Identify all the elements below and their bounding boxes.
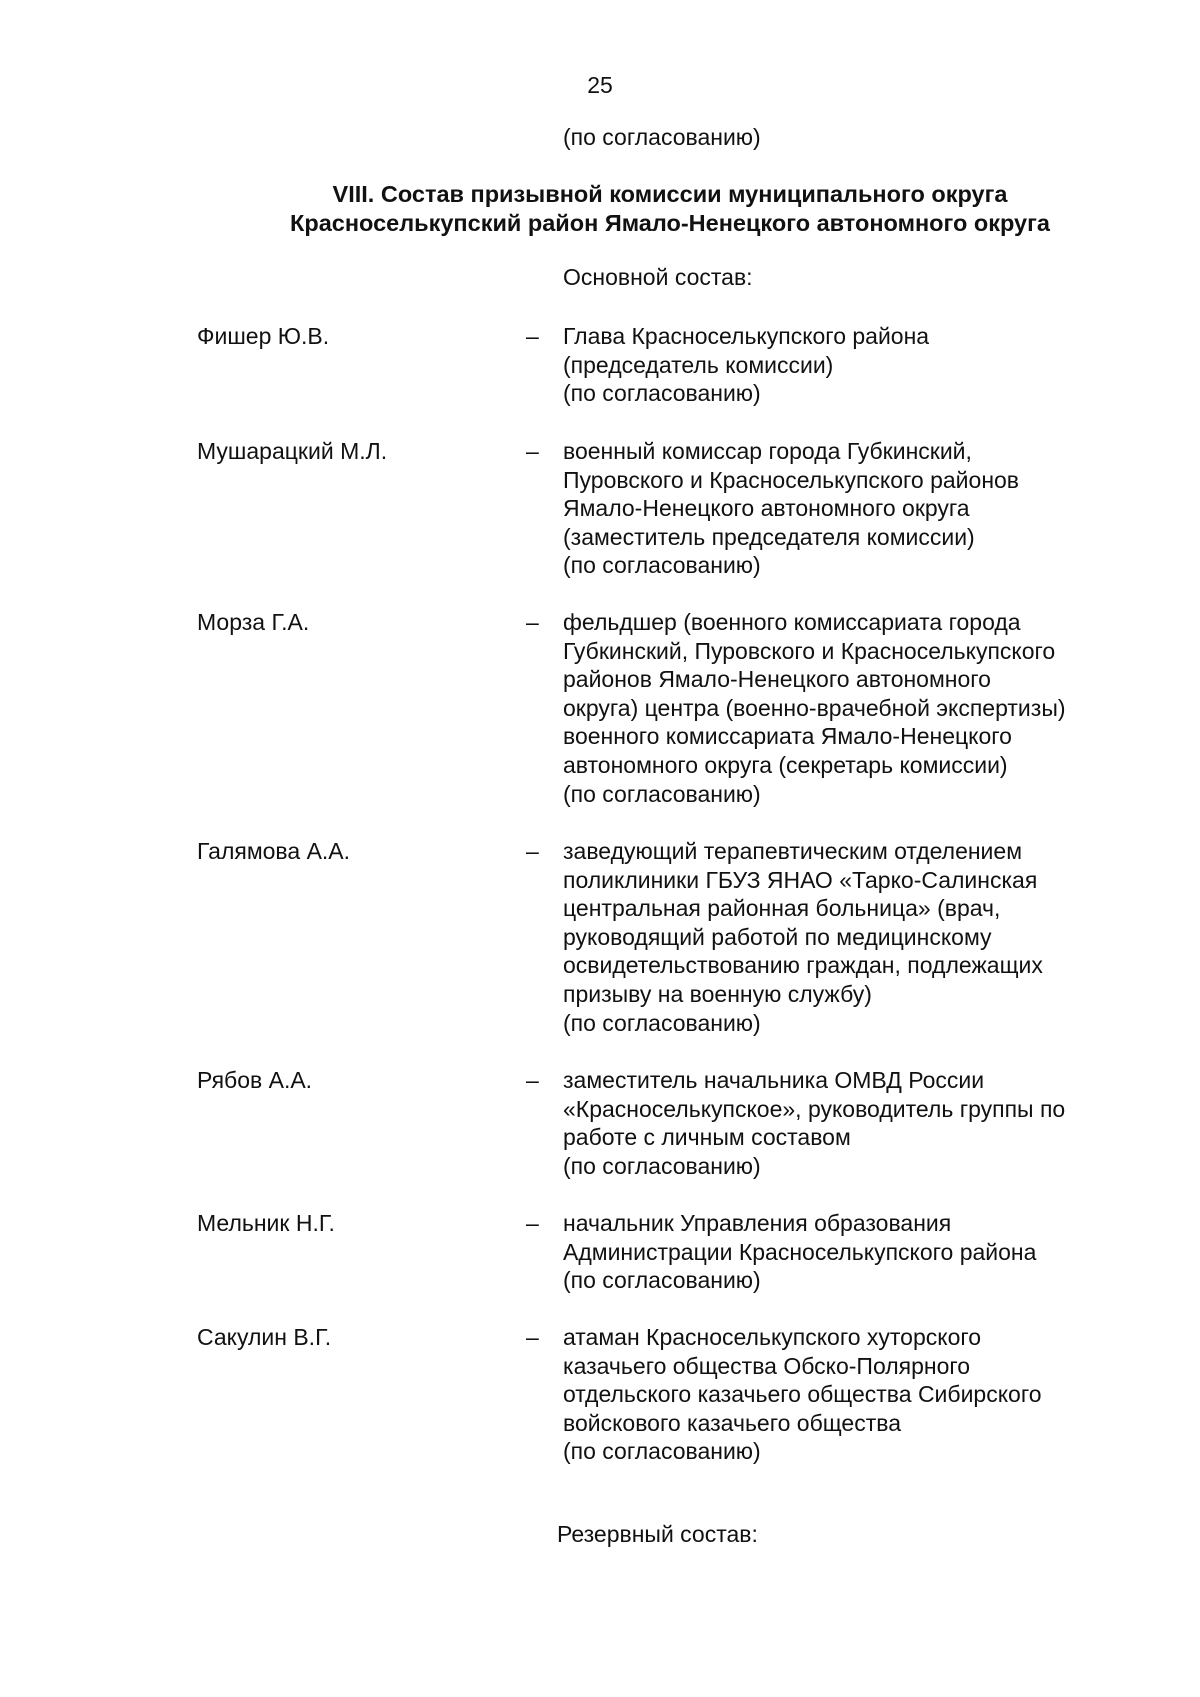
description-line: руководящий работой по медицинскому: [563, 923, 992, 950]
member-description: [563, 1066, 1163, 1180]
member-description: [563, 322, 1163, 408]
description-line: военный комиссар города Губкинский,: [563, 438, 972, 464]
description-line: (по согласованию): [563, 1438, 761, 1465]
description-line: Администрации Красноселькупского района: [563, 1238, 1037, 1265]
description-line: Ямало-Ненецкого автономного округа: [563, 495, 970, 522]
member-description: [563, 1209, 1163, 1295]
description-line: (по согласованию): [563, 780, 761, 807]
description-line: начальник Управления образования: [563, 1210, 952, 1236]
description-line: отдельского казачьего общества Сибирского: [563, 1381, 1042, 1408]
description-line: (заместитель председателя комиссии): [563, 523, 975, 550]
description-line: Губкинский, Пуровского и Красноселькупского: [563, 637, 1056, 664]
description-line: (по согласованию): [563, 1009, 761, 1036]
description-line: фельдшер (военного комиссариата города: [563, 609, 1021, 635]
member-name: Сакулин В.Г.: [197, 1324, 332, 1350]
description-line: (председатель комиссии): [563, 351, 834, 378]
description-line: (по согласованию): [563, 1267, 761, 1294]
member-name: Фишер Ю.В.: [197, 323, 330, 349]
description-line: (по согласованию): [563, 552, 761, 579]
continuation-note: (по согласованию): [563, 124, 761, 150]
member-name: Морза Г.А.: [197, 609, 310, 635]
member-name: Мельник Н.Г.: [197, 1210, 335, 1236]
dash-separator: –: [526, 838, 539, 864]
reserve-composition-heading: Резервный состав:: [557, 1521, 758, 1547]
description-line: центральная районная больница» (врач,: [563, 895, 1001, 922]
description-line: «Красноселькупское», руководитель группы по: [563, 1095, 1066, 1122]
section-title-line-1: VIII. Состав призывной комиссии муниципального округа: [332, 181, 1008, 207]
description-line: районов Ямало-Ненецкого автономного: [563, 666, 991, 693]
section-title-line-2: Красноселькупский район Ямало-Ненецкого автономного округа: [290, 210, 1050, 236]
member-description: [563, 437, 1163, 580]
member-name: Галямова А.А.: [197, 838, 351, 864]
description-line: войскового казачьего общества: [563, 1409, 901, 1436]
dash-separator: –: [526, 1324, 539, 1350]
member-description: [563, 608, 1163, 808]
section-title: [130, 180, 1200, 238]
description-line: поликлиники ГБУЗ ЯНАО «Тарко-Салинская: [563, 866, 1038, 893]
main-composition-heading: Основной состав:: [563, 264, 753, 290]
description-line: Глава Красноселькупского района: [563, 323, 930, 349]
member-description: [563, 1323, 1163, 1466]
member-name: Мушарацкий М.Л.: [197, 438, 388, 464]
description-line: атаман Красноселькупского хуторского: [563, 1324, 982, 1350]
member-description: [563, 837, 1163, 1037]
dash-separator: –: [526, 1067, 539, 1093]
dash-separator: –: [526, 323, 539, 349]
dash-separator: –: [526, 1210, 539, 1236]
description-line: заместитель начальника ОМВД России: [563, 1067, 985, 1093]
description-line: военного комиссариата Ямало-Ненецкого: [563, 723, 1012, 750]
description-line: призыву на военную службу): [563, 980, 872, 1007]
description-line: (по согласованию): [563, 1152, 761, 1179]
description-line: округа) центра (военно-врачебной экспертизы): [563, 694, 1066, 721]
dash-separator: –: [526, 438, 539, 464]
description-line: освидетельствованию граждан, подлежащих: [563, 952, 1043, 979]
description-line: заведующий терапевтическим отделением: [563, 838, 1023, 864]
description-line: (по согласованию): [563, 380, 761, 407]
description-line: автономного округа (секретарь комиссии): [563, 751, 1008, 778]
page-number: 25: [587, 72, 613, 98]
dash-separator: –: [526, 609, 539, 635]
description-line: работе с личным составом: [563, 1124, 851, 1151]
description-line: казачьего общества Обско-Полярного: [563, 1352, 971, 1379]
member-name: Рябов А.А.: [197, 1067, 313, 1093]
description-line: Пуровского и Красноселькупского районов: [563, 466, 1020, 493]
